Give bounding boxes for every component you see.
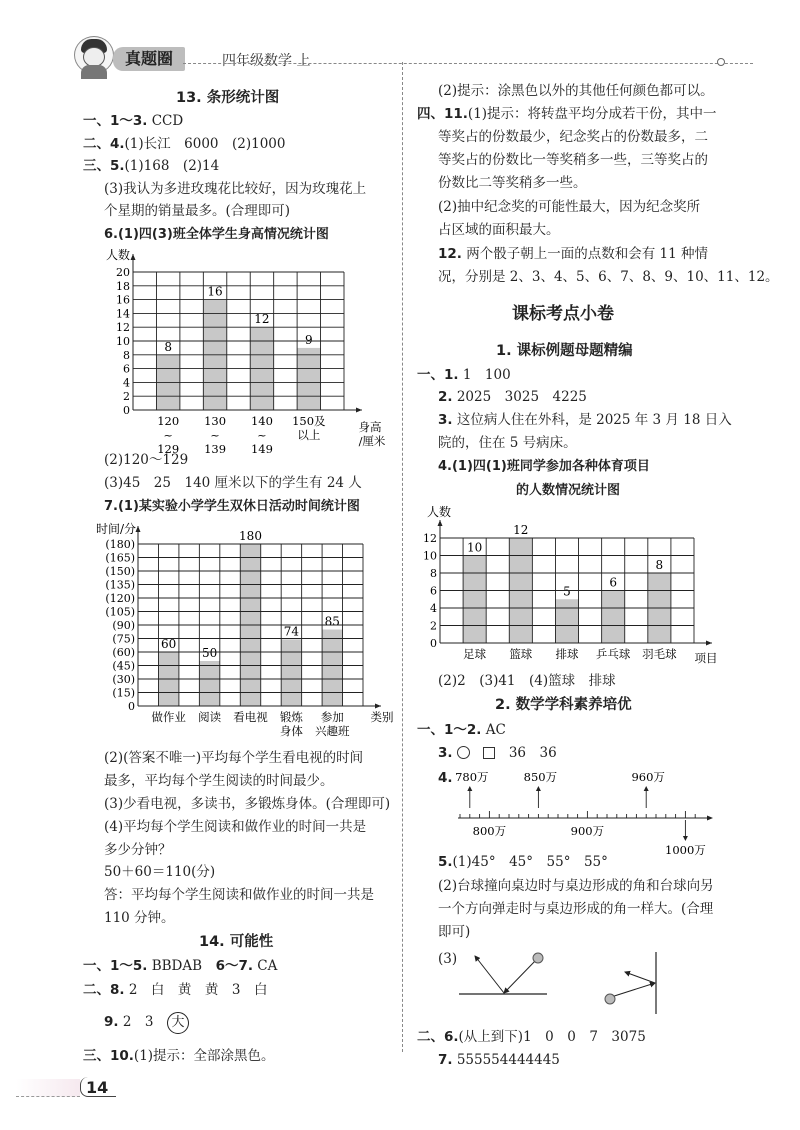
number-line-diagram — [450, 766, 720, 857]
svg-text:8: 8 — [123, 348, 130, 362]
answer-line: 二、4.(1)长江 6000 (2)1000 — [83, 136, 286, 152]
svg-text:900万: 900万 — [570, 824, 605, 838]
svg-text:时间/分: 时间/分 — [96, 522, 137, 536]
answer-line: 多少分钟？ — [104, 842, 172, 858]
svg-text:8: 8 — [164, 339, 172, 354]
svg-text:(120): (120) — [105, 592, 135, 605]
svg-text:(165): (165) — [105, 551, 135, 565]
svg-text:~: ~ — [257, 428, 267, 442]
answer-line: 况，分别是 2、3、4、5、6、7、8、9、10、11、12。 — [438, 269, 779, 285]
answer-line: 5.(1)45° 45° 55° 55° — [438, 854, 608, 870]
svg-text:类别: 类别 — [370, 710, 394, 724]
svg-text:锻炼: 锻炼 — [279, 710, 303, 724]
answer-line: 一、1. 1 100 — [417, 367, 511, 383]
svg-text:以上: 以上 — [297, 428, 321, 442]
answer-line: 个星期的销量最多。(合理即可) — [104, 203, 291, 219]
svg-text:5: 5 — [563, 584, 571, 599]
svg-text:780万: 780万 — [455, 770, 489, 784]
svg-text:身体: 身体 — [279, 724, 303, 738]
svg-text:140: 140 — [250, 414, 273, 428]
svg-text:(90): (90) — [112, 619, 135, 632]
sports-bar-chart — [410, 502, 730, 672]
answer-line: 院的，住在 5 号病床。 — [438, 435, 577, 451]
svg-text:1000万: 1000万 — [665, 843, 706, 857]
answer-line: 4. — [438, 770, 453, 786]
svg-text:(15): (15) — [112, 686, 135, 700]
svg-text:人数: 人数 — [106, 248, 131, 262]
svg-text:(105): (105) — [105, 605, 135, 619]
answer-line: 7. 555554444445 — [438, 1052, 560, 1068]
calculation-line: 50＋60＝110(分) — [104, 864, 216, 880]
circled-answer: 大 — [167, 1012, 189, 1034]
svg-text:(150): (150) — [105, 565, 135, 578]
activity-bar-chart — [94, 520, 404, 740]
square-shape-icon — [483, 747, 495, 759]
svg-text:6: 6 — [430, 584, 437, 598]
answer-line: 3. 36 36 — [438, 745, 557, 761]
svg-text:9: 9 — [305, 332, 313, 347]
answer-line: 12. 两个骰子朝上一面的点数和会有 11 种情 — [438, 246, 708, 262]
answer-line: 9. 2 3 大 — [104, 1012, 189, 1034]
chart3-title-line2: 的人数情况统计图 — [516, 483, 621, 498]
svg-text:12: 12 — [513, 523, 529, 537]
svg-text:/厘米: /厘米 — [358, 434, 386, 448]
svg-text:参加: 参加 — [320, 710, 344, 724]
svg-text:50: 50 — [201, 646, 218, 660]
answer-line: 二、8. 2 白 黄 黄 3 白 — [83, 982, 268, 998]
answer-line: 二、6.(从上到下)1 0 0 7 3075 — [417, 1029, 646, 1045]
answer-line: 份数比二等奖稍多一些。 — [438, 175, 587, 191]
svg-text:羽毛球: 羽毛球 — [642, 647, 677, 661]
svg-text:12: 12 — [254, 312, 270, 327]
answer-line: 一、1～5. BBDAB 6～7. CA — [83, 958, 278, 974]
answer-line: 三、5.(1)168 (2)14 — [83, 158, 220, 174]
svg-text:14: 14 — [116, 307, 130, 321]
svg-text:篮球: 篮球 — [509, 647, 533, 661]
circle-shape-icon — [457, 746, 470, 759]
svg-text:看电视: 看电视 — [233, 710, 268, 724]
svg-text:850万: 850万 — [523, 770, 558, 784]
svg-text:足球: 足球 — [463, 647, 487, 661]
svg-text:6: 6 — [123, 362, 130, 376]
svg-text:130: 130 — [204, 414, 227, 428]
svg-text:150及: 150及 — [292, 414, 326, 428]
svg-text:149: 149 — [250, 442, 273, 456]
answer-line: 一、1～3. CCD — [83, 113, 184, 129]
svg-text:~: ~ — [163, 428, 173, 442]
answer-line: 占区域的面积最大。 — [438, 222, 560, 238]
svg-text:(30): (30) — [112, 673, 135, 686]
svg-text:4: 4 — [430, 602, 437, 615]
svg-text:0: 0 — [430, 637, 437, 650]
svg-text:85: 85 — [324, 614, 340, 629]
svg-text:2: 2 — [123, 390, 130, 404]
answer-line: 一个方向弹走时与桌边形成的角一样大。(合理 — [438, 901, 714, 917]
svg-text:2: 2 — [430, 619, 437, 633]
answer-line: (3) — [438, 951, 458, 967]
answer-line: (2)(答案不唯一)平均每个学生看电视的时间 — [104, 750, 364, 766]
svg-text:8: 8 — [430, 567, 437, 580]
section-13-title: 13. 条形统计图 — [176, 90, 280, 106]
answer-line: 最多，平均每个学生阅读的时间最少。 — [104, 773, 334, 789]
reflection-diagram — [455, 950, 675, 1035]
answer-line: (3)少看电视，多读书，多锻炼身体。(合理即可) — [104, 796, 391, 812]
answer-line: 即可) — [438, 924, 471, 940]
svg-text:20: 20 — [116, 266, 130, 279]
svg-text:8: 8 — [655, 558, 664, 572]
page-footer-strip — [16, 1079, 80, 1097]
answer-line: 等奖占的份数最少，纪念奖占的份数最多，二 — [438, 129, 708, 145]
svg-text:阅读: 阅读 — [198, 710, 222, 724]
svg-text:180: 180 — [239, 529, 262, 543]
svg-text:129: 129 — [157, 442, 180, 456]
svg-text:(45): (45) — [112, 659, 135, 673]
svg-text:120: 120 — [157, 414, 180, 428]
answer-line: 三、10.(1)提示：全部涂黑色。 — [83, 1048, 275, 1064]
svg-text:139: 139 — [204, 442, 227, 456]
subsection-1-title: 1. 课标例题母题精编 — [496, 343, 633, 359]
svg-text:4: 4 — [123, 376, 130, 390]
answer-line: 一、1～2. AC — [417, 722, 506, 738]
page-number: 14 — [86, 1078, 109, 1097]
answer-line: (2)抽中纪念奖的可能性最大，因为纪念奖所 — [438, 199, 701, 215]
svg-text:12: 12 — [116, 321, 130, 335]
answer-line: 110 分钟。 — [104, 910, 175, 926]
answer-line: 四、11.(1)提示：将转盘平均分成若干份，其中一 — [417, 106, 717, 122]
svg-text:60: 60 — [161, 637, 177, 651]
answer-line: (2)2 (3)41 (4)篮球 排球 — [438, 673, 616, 689]
subject-title: 四年级数学 上 — [222, 53, 311, 69]
svg-text:乒乓球: 乒乓球 — [595, 647, 631, 661]
svg-text:0: 0 — [128, 700, 135, 713]
answer-line: (3)我认为多进玫瑰花比较好，因为玫瑰花上 — [104, 181, 367, 197]
svg-text:10: 10 — [116, 335, 130, 348]
section-big-title: 课标考点小卷 — [512, 304, 614, 324]
answer-line: 2. 2025 3025 4225 — [438, 389, 587, 405]
answer-line: 3. 这位病人住在外科，是 2025 年 3 月 18 日入 — [438, 412, 732, 428]
chart1-title: 6.(1)四(3)班全体学生身高情况统计图 — [104, 227, 329, 242]
chart3-title: 4.(1)四(1)班同学参加各种体育项目 — [438, 459, 650, 474]
svg-text:10: 10 — [423, 549, 437, 563]
svg-text:做作业: 做作业 — [151, 710, 186, 724]
svg-text:6: 6 — [609, 575, 618, 590]
svg-text:身高: 身高 — [358, 420, 382, 434]
svg-text:人数: 人数 — [427, 505, 452, 519]
header-end-circle-icon — [717, 58, 725, 66]
answer-line: 答：平均每个学生阅读和做作业的时间一共是 — [104, 887, 374, 903]
chart2-title: 7.(1)某实验小学学生双休日活动时间统计图 — [104, 499, 360, 514]
svg-text:800万: 800万 — [472, 824, 507, 838]
svg-text:960万: 960万 — [631, 770, 665, 784]
answer-line: (2)提示：涂黑色以外的其他任何颜色都可以。 — [438, 83, 714, 99]
svg-text:(60): (60) — [112, 646, 135, 659]
mascot-avatar — [74, 36, 114, 74]
svg-text:74: 74 — [283, 624, 300, 639]
height-bar-chart — [100, 246, 400, 456]
svg-text:(75): (75) — [112, 632, 135, 646]
svg-text:兴趣班: 兴趣班 — [315, 724, 350, 738]
answer-line: (2)台球撞向桌边时与桌边形成的角和台球向另 — [438, 878, 714, 894]
svg-text:排球: 排球 — [555, 647, 579, 661]
section-14-title: 14. 可能性 — [199, 934, 274, 950]
header-divider — [183, 63, 753, 64]
answer-line: (4)平均每个学生阅读和做作业的时间一共是 — [104, 819, 367, 835]
svg-text:(135): (135) — [105, 578, 135, 592]
subsection-2-title: 2. 数学学科素养培优 — [495, 697, 632, 713]
answer-line: 等奖占的份数比一等奖稍多一些，三等奖占的 — [438, 152, 708, 168]
svg-text:0: 0 — [123, 404, 130, 417]
svg-text:16: 16 — [207, 284, 223, 299]
svg-text:12: 12 — [423, 532, 437, 545]
svg-text:10: 10 — [466, 540, 483, 555]
answer-line: (3)45 25 140 厘米以下的学生有 24 人 — [104, 475, 362, 491]
svg-text:18: 18 — [116, 279, 130, 293]
svg-text:16: 16 — [116, 293, 130, 307]
svg-text:项目: 项目 — [694, 651, 718, 665]
svg-text:(180): (180) — [105, 538, 135, 551]
answer-line: (2)120～129 — [104, 452, 189, 468]
brand-label: 真题圈 — [113, 47, 185, 71]
svg-text:~: ~ — [210, 428, 220, 442]
